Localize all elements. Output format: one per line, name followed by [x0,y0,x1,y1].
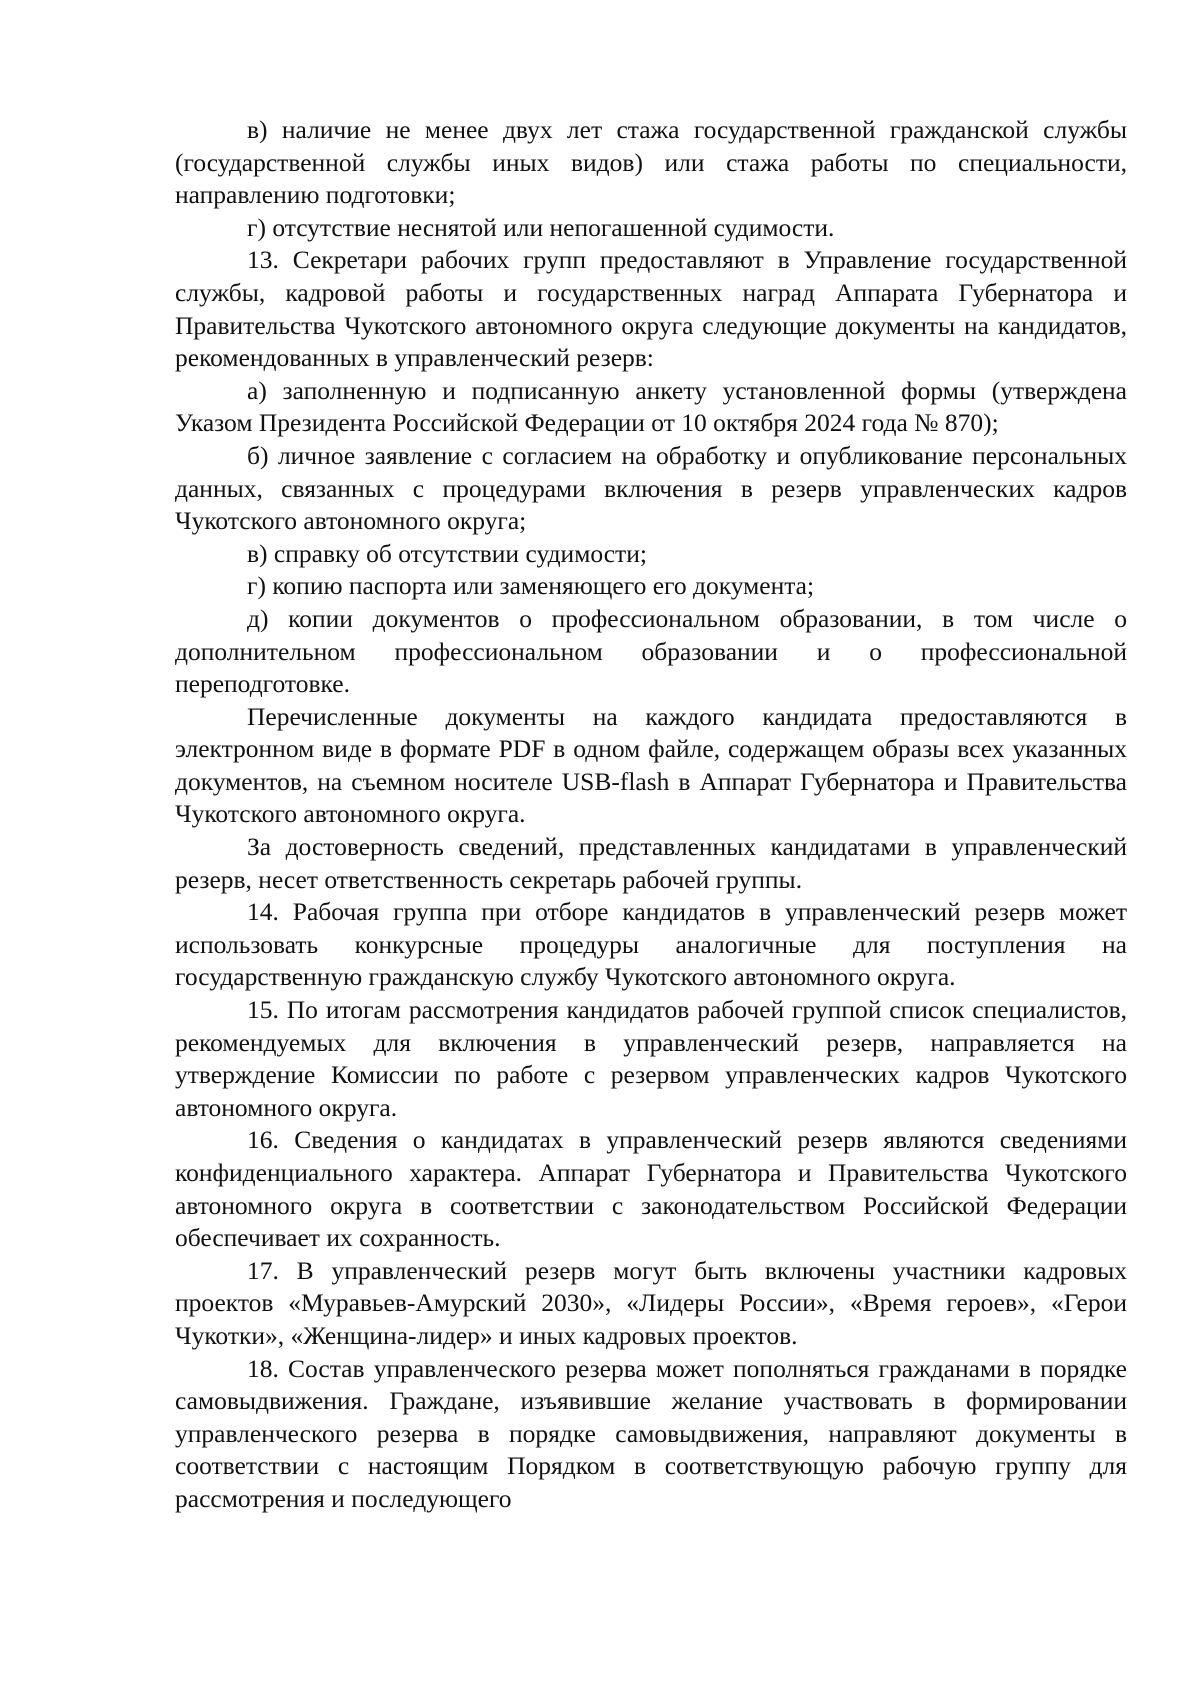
paragraph-responsibility: За достоверность сведений, представленных кандидатами в управленческий резерв, несет ответственность секретарь рабочей группы. [175,832,1127,894]
paragraph-item-d-education: д) копии документов о профессиональном образовании, в том числе о дополнительном профессиональном образовании и о профессиональной переподготовке. [175,603,1127,699]
paragraph-clause-16: 16. Сведения о кандидатах в управленческий резерв являются сведениями конфиденциального характера. Аппарат Губернатора и Правительства Чукотского автономного округа в соответствии с законодательством Российской Федерации обеспечивает их сохранность. [175,1125,1127,1253]
paragraph-item-v-certificate: в) справку об отсутствии судимости; [247,538,647,568]
paragraph-item-v-experience: в) наличие не менее двух лет стажа государственной гражданской службы (государственной службы иных видов) или стажа работы по специальности, направлению подготовки; [175,115,1127,210]
paragraph-clause-15: 15. По итогам рассмотрения кандидатов рабочей группой список специалистов, рекомендуемых для включения в управленческий резерв, направляется на утверждение Комиссии по работе с резервом управленческих кадров Чукотского автономного округа. [175,995,1127,1122]
paragraph-item-b-application: б) личное заявление с согласием на обработку и опубликование персональных данных, связанных с процедурами включения в резерв управленческих кадров Чукотского автономного округа; [175,440,1127,536]
paragraph-item-g-no-conviction: г) отсутствие неснятой или непогашенной судимости. [247,212,835,242]
paragraph-clause-18: 18. Состав управленческого резерва может пополняться гражданами в порядке самовыдвижения. Граждане, изъявившие желание участвовать в формировании управленческого резерва в порядке самовыдвижения, направляют документы в соответствии с настоящим Порядком в соответствующую рабочую группу для рассмотрения и последующего [175,1353,1127,1513]
paragraph-clause-14: 14. Рабочая группа при отборе кандидатов в управленческий резерв может использовать конкурсные процедуры аналогичные для поступления на государственную гражданскую службу Чукотского автономного округа. [175,897,1127,992]
paragraph-item-g-passport: г) копию паспорта или заменяющего его документа; [247,571,815,601]
paragraph-clause-13: 13. Секретари рабочих групп предоставляют в Управление государственной службы, кадровой работы и государственных наград Аппарата Губернатора и Правительства Чукотского автономного округа следующие документы на кандидатов, рекомендованных в управленческий резерв: [175,245,1127,373]
paragraph-clause-17: 17. В управленческий резерв могут быть включены участники кадровых проектов «Муравьев-Амурский 2030», «Лидеры России», «Время героев», «Герои Чукотки», «Женщина-лидер» и иных кадровых проектов. [175,1255,1127,1350]
paragraph-electronic-format: Перечисленные документы на каждого кандидата предоставляются в электронном виде в формате PDF в одном файле, содержащем образы всех указанных документов, на съемном носителе USB-flash в Аппарат Губернатора и Правительства Чукотского автономного округа. [175,701,1127,829]
paragraph-item-a-questionnaire: а) заполненную и подписанную анкету установленной формы (утверждена Указом Президента Российской Федерации от 10 октября 2024 года № 870); [175,375,1127,438]
document-page [175,114,1127,1516]
